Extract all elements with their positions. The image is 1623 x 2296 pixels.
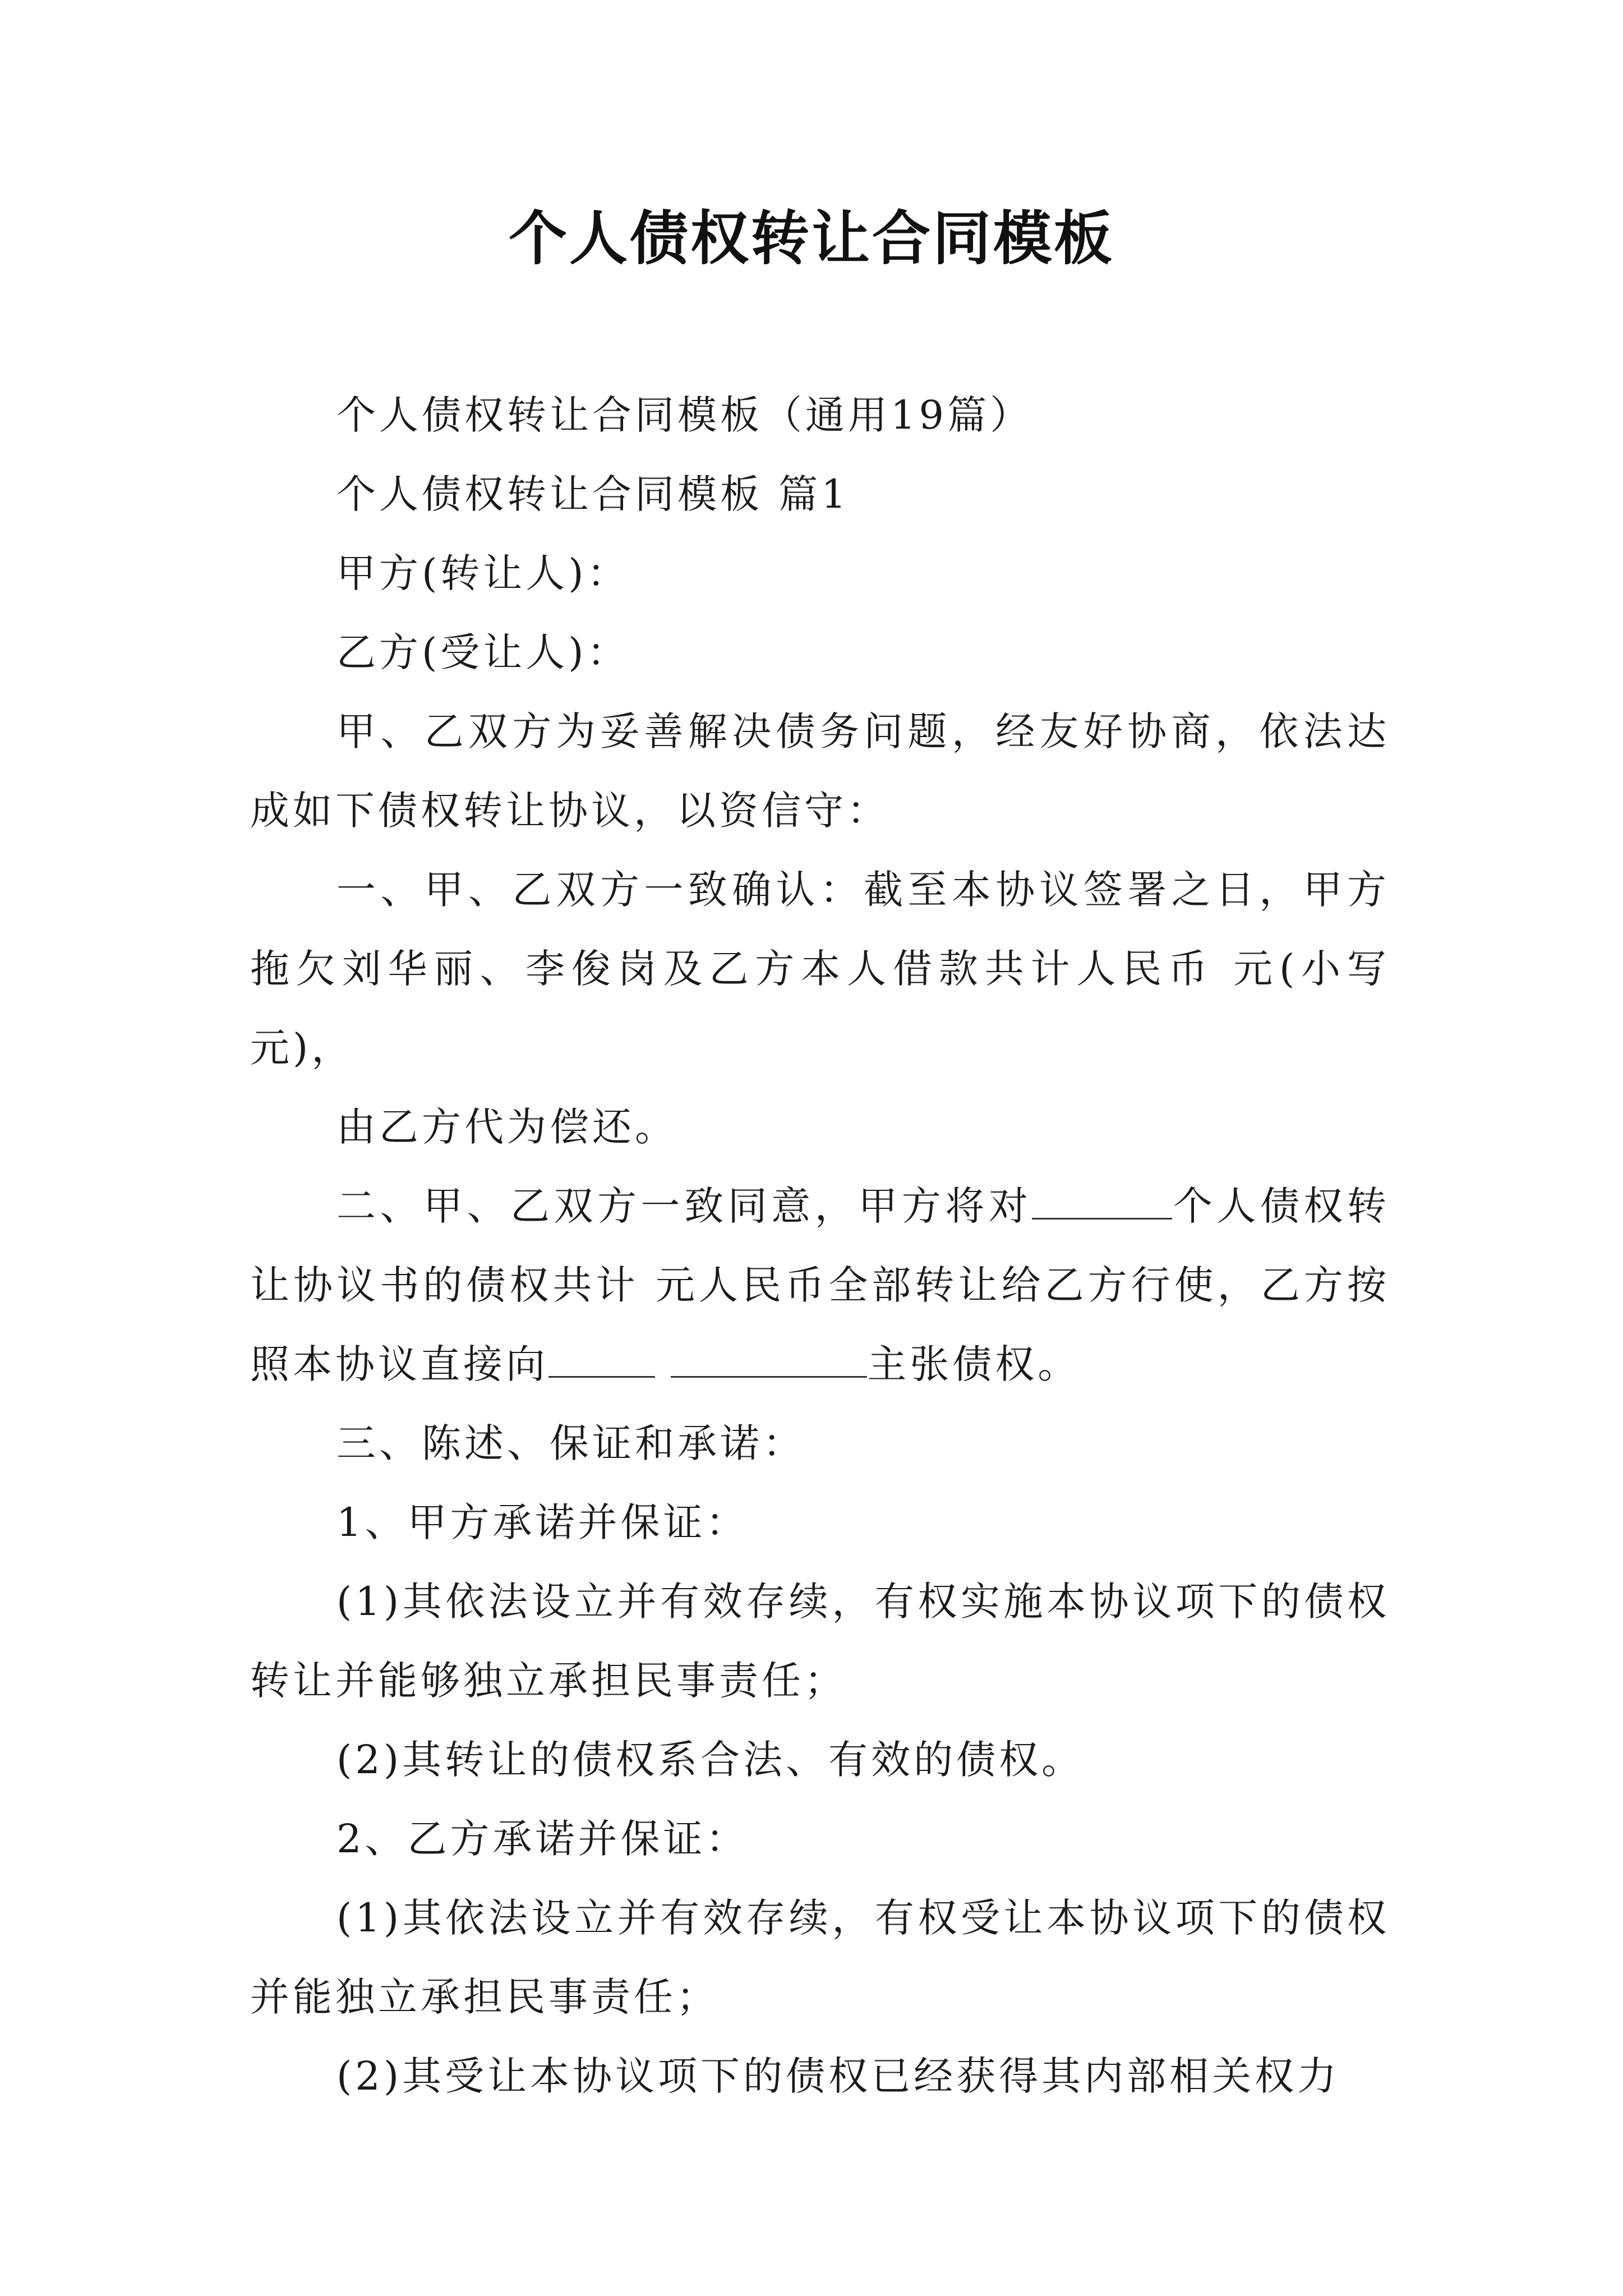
section-heading: 个人债权转让合同模板 篇1 [336,471,850,517]
clause-1-continuation: 由乙方代为偿还。 [336,1104,677,1150]
clause-2-text-part-3: 主张债权。 [867,1341,1081,1387]
document-body [250,376,1390,2116]
document-subtitle: 个人债权转让合同模板（通用19篇） [336,392,1033,438]
fill-in-blank [1032,1184,1172,1220]
clause-2-text-part-1: 二、甲、乙双方一致同意，甲方将对 [336,1183,1032,1229]
party-a-item-1: (1)其依法设立并有效存续，有权实施本协议项下的债权转让并能够独立承担民事责任； [250,1579,1390,1704]
fill-in-blank [548,1342,655,1378]
party-a-item-2: (2)其转让的债权系合法、有效的债权。 [336,1737,1085,1783]
clause-2-paragraph [250,1167,1390,1404]
party-a-line: 甲方(转让人)： [336,550,630,596]
party-b-line: 乙方(受让人)： [336,629,630,675]
party-b-promise-heading: 2、乙方承诺并保证： [336,1816,749,1862]
party-b-item-1: (1)其依法设立并有效存续，有权受让本协议项下的债权并能独立承担民事责任； [250,1895,1390,2020]
party-b-item-2: (2)其受让本协议项下的债权已经获得其内部相关权力 [336,2053,1340,2099]
clause-2-text-part-2: 个人债权转让协议书的债权共计 元人民币全部转让给乙方行使，乙方按照本协议直接向 [250,1183,1390,1387]
clause-3-heading: 三、陈述、保证和承诺： [336,1420,805,1466]
document-title: 个人债权转让合同模板 [508,204,1114,273]
party-a-promise-heading: 1、甲方承诺并保证： [336,1499,749,1545]
clause-1-paragraph: 一、甲、乙双方一致确认：截至本协议签署之日，甲方拖欠刘华丽、李俊岗及乙方本人借款共计人民币 元(小写 元)， [250,867,1390,1071]
preamble-paragraph: 甲、乙双方为妥善解决债务问题，经友好协商，依法达成如下债权转让协议，以资信守： [250,708,1390,834]
fill-in-blank [671,1342,867,1378]
